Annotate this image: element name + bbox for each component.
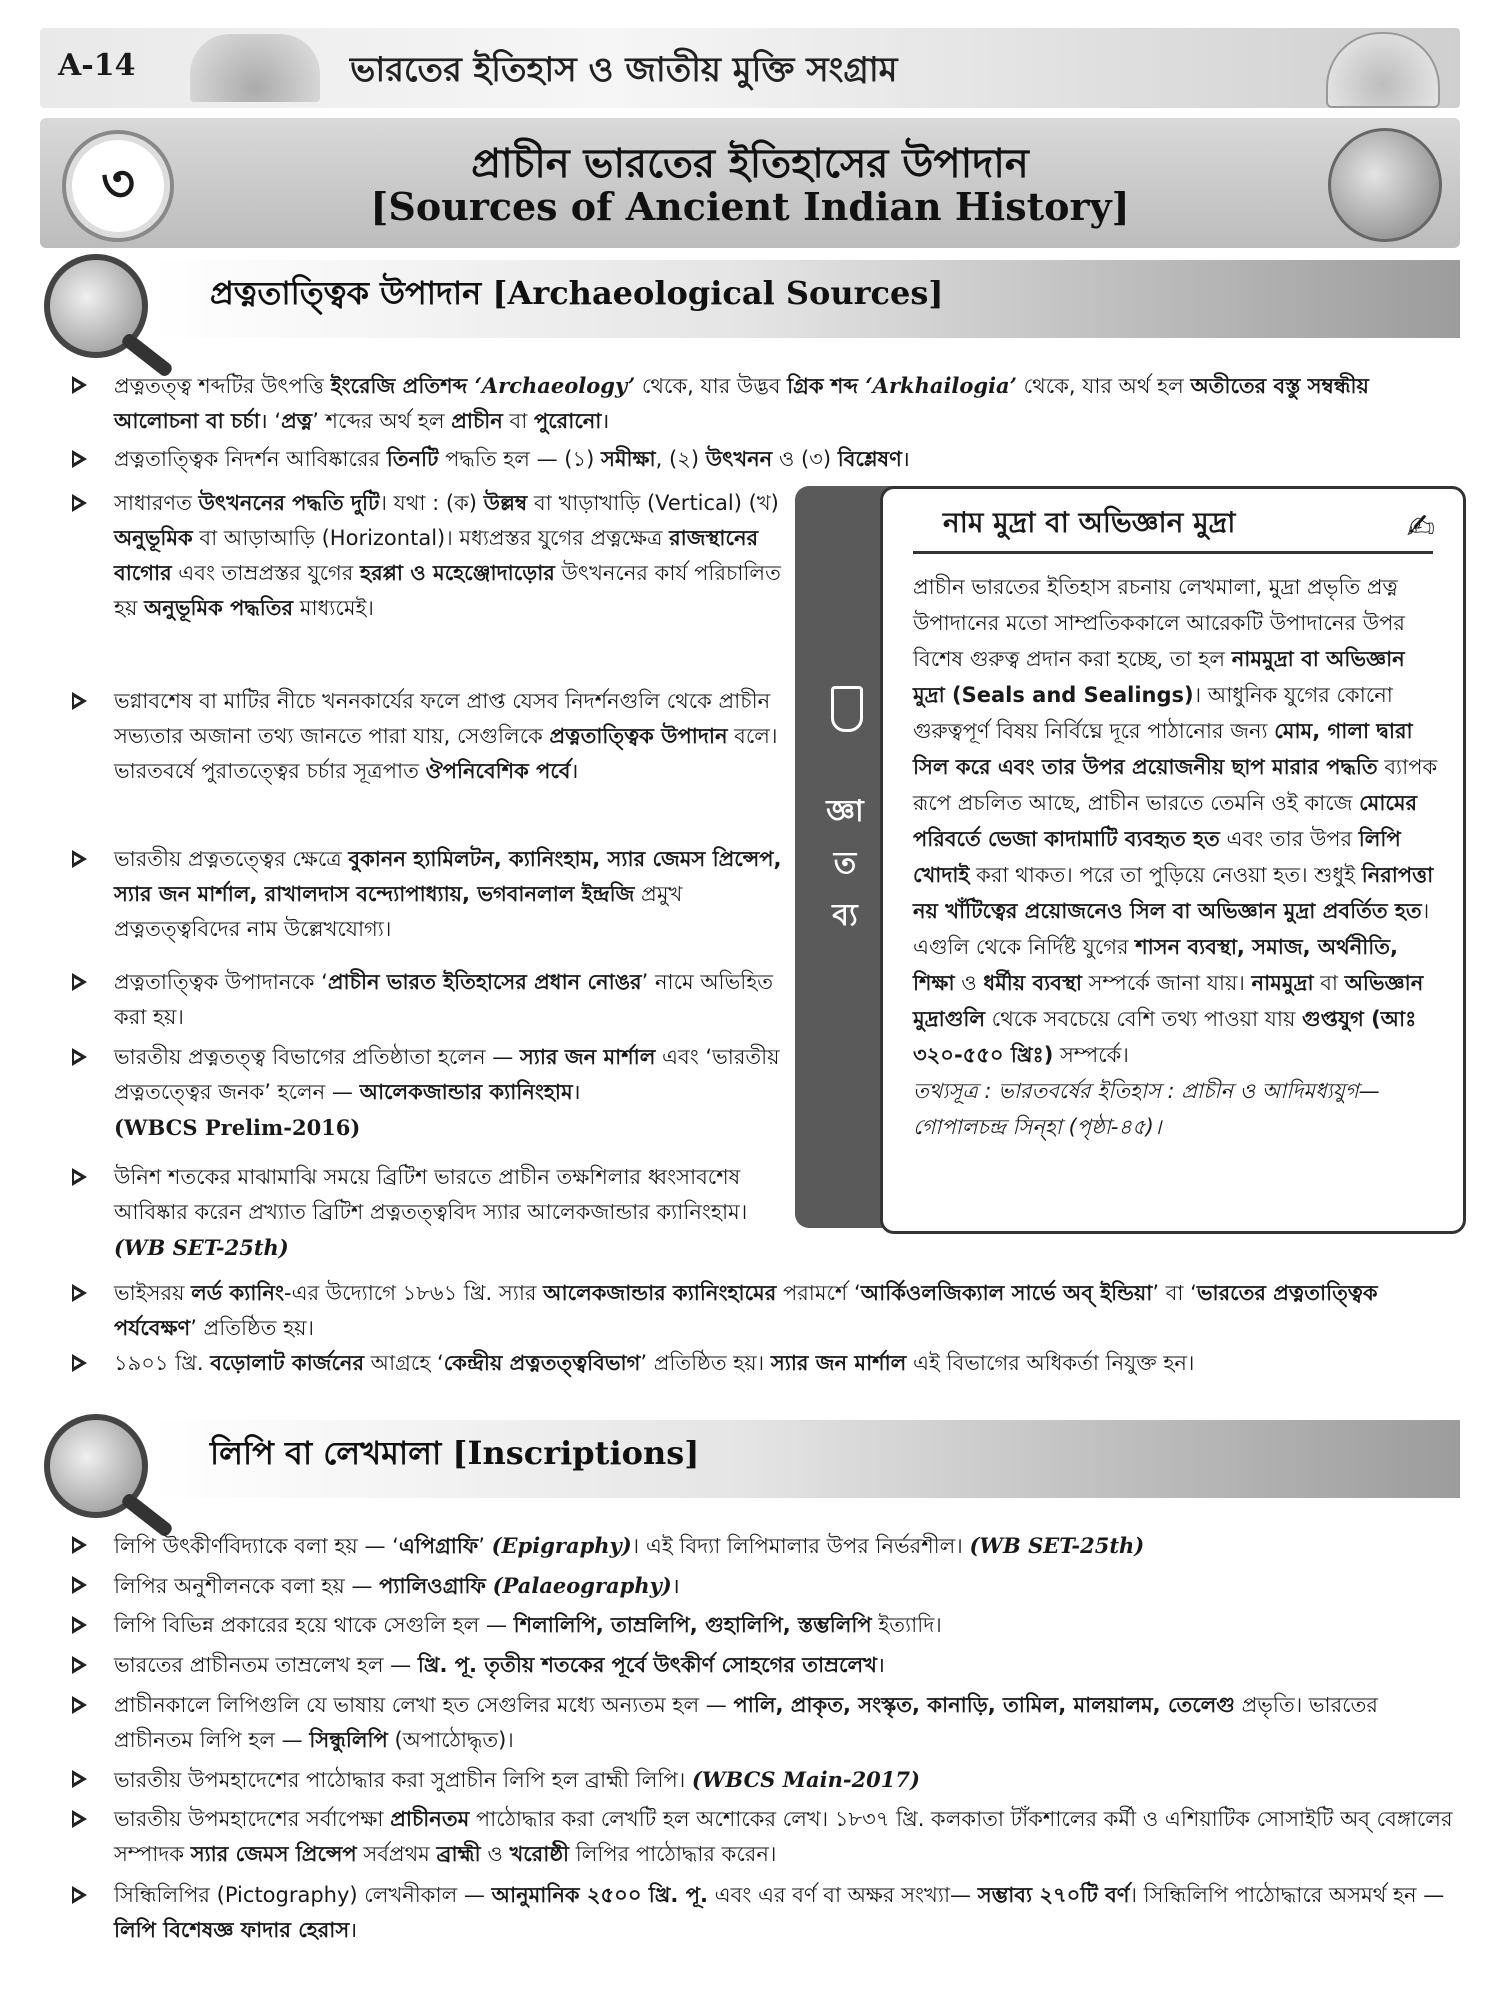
section-title-archaeological <box>210 268 944 322</box>
emphasis-text: ঔপনিবেশিক পর্বে <box>425 759 571 783</box>
emphasis-text: প্রত্ন <box>281 409 313 433</box>
monument-illustration-icon <box>1326 32 1440 108</box>
bullet-arrow-icon <box>72 692 87 710</box>
emphasis-text: সিন্ধুলিপি <box>309 1728 388 1752</box>
note-tab-char: ত <box>833 846 857 881</box>
note-tab-char: ব্য <box>832 898 858 933</box>
emphasis-text: উল্লম্ব <box>483 491 528 515</box>
emphasis-text: ইংরেজি প্রতিশব্দ <box>330 374 475 398</box>
emphasis-text: সমীক্ষা <box>601 447 656 471</box>
emphasis-text: খ্রি. পূ. তৃতীয় শতকের পূর্বে উৎকীর্ণ সোহগের তাম্রলেখ <box>417 1653 877 1677</box>
emphasis-text: আর্কিওলজিক্যাল সার্ভে অব্ ইন্ডিয়া <box>860 1281 1153 1305</box>
emphasis-text: স্যার জেমস প্রিন্সেপ <box>190 1842 357 1866</box>
quill-icon: ✍ <box>1406 507 1435 547</box>
emphasis-text: পালি, প্রাকৃত, সংস্কৃত, কানাড়ি, তামিল, মালয়ালম, তেলেগু <box>733 1693 1235 1717</box>
emphasis-text: প্যালিওগ্রাফি <box>379 1574 486 1598</box>
emphasis-text: বড়োলাট কার্জনের <box>210 1351 364 1375</box>
emphasis-text: (Epigraphy) <box>491 1533 632 1558</box>
emphasis-text: অতীতের বস্তু সম্বন্ধীয় আলোচনা বা চর্চা <box>114 374 1369 433</box>
emphasis-text: খরোষ্ঠী <box>509 1842 570 1866</box>
emphasis-text: সম্ভাব্য ২৭০টি বর্ণ <box>977 1883 1130 1907</box>
emphasis-text: পুরোনো <box>533 409 602 433</box>
emphasis-text: নামমুদ্রা <box>1251 971 1314 995</box>
section-title-inscriptions <box>210 1428 699 1482</box>
list-item-text: সাধারণত উৎখননের পদ্ধতি দুটি। যথা : (ক) উল্লম্ব বা খাড়াখাড়ি (Vertical) (খ) অনুভূমিক বা আড়াআড়ি (Horizontal)। মধ্যপ্রস্তর যুগের প্রত্নক্ষেত্র রাজস্থানের বাগোর এবং তাম্রপ্রস্তর যুগের হরপ্পা ও মহেঞ্জোদাড়োর উৎখননের কার্য পরিচালিত হয় অনুভূমিক পদ্ধতির মাধ্যমেই। <box>114 491 781 620</box>
emphasis-text: (WB SET-25th) <box>969 1533 1145 1558</box>
bullet-arrow-icon <box>72 1284 87 1302</box>
emphasis-text: প্রত্নতাত্ত্বিক উপাদান <box>549 724 728 748</box>
emphasis-text: হরপ্পা ও মহেঞ্জোদাড়োর <box>360 561 555 585</box>
running-header <box>40 28 1460 108</box>
emphasis-text: বুকানন হ্যামিলটন, ক্যানিংহাম, স্যার জেমস প্রিন্সেপ, স্যার জন মার্শাল, রাখালদাস বন্দ্যোপাধ্যায়, ভগবানলাল ইন্দ্রজি <box>114 847 782 906</box>
emphasis-text: রাজস্থানের বাগোর <box>114 526 759 585</box>
bullet-arrow-icon <box>72 376 87 394</box>
bullet-arrow-icon <box>72 1656 87 1674</box>
list-item-text: ভগ্নাবশেষ বা মাটির নীচে খননকার্যের ফলে প্রাপ্ত যেসব নিদর্শনগুলি থেকে প্রাচীন সভ্যতার অজানা তথ্য জানতে পারা যায়, সেগুলিকে প্রত্নতাত্ত্বিক উপাদান বলে। ভারতবর্ষে পুরাতত্ত্বের চর্চার সূত্রপাত ঔপনিবেশিক পর্বে। <box>114 689 778 783</box>
emphasis-text: (WBCS Prelim-2016) <box>114 1115 361 1140</box>
emphasis-text: অনুভূমিক পদ্ধতির <box>144 596 294 620</box>
bullet-arrow-icon <box>72 1168 87 1186</box>
list-item-text: ভারতীয় প্রত্নতত্ত্ব বিভাগের প্রতিষ্ঠাতা হলেন — স্যার জন মার্শাল এবং ‘ভারতীয় প্রত্নতত্ত্বের জনক’ হলেন — আলেকজান্ডার ক্যানিংহাম। (WBCS Prelim-2016) <box>114 1045 780 1140</box>
emphasis-text: স্যার জন মার্শাল <box>770 1351 907 1375</box>
list-item-text: ভারতীয় উপমহাদেশের পাঠোদ্ধার করা সুপ্রাচীন লিপি হল ব্রাহ্মী লিপি। (WBCS Main-2017) <box>114 1767 920 1792</box>
emphasis-text: এপিগ্রাফি <box>398 1534 479 1558</box>
emphasis-text: শাসন ব্যবস্থা, সমাজ, অর্থনীতি, শিক্ষা <box>913 935 1398 995</box>
list-item-text: ভারতীয় প্রত্নতত্ত্বের ক্ষেত্রে বুকানন হ্যামিলটন, ক্যানিংহাম, স্যার জেমস প্রিন্সেপ, স্যার জন মার্শাল, রাখালদাস বন্দ্যোপাধ্যায়, ভগবানলাল ইন্দ্রজি প্রমুখ প্রত্নতত্ত্ববিদের নাম উল্লেখযোগ্য। <box>114 847 782 941</box>
emphasis-text: (WB SET-25th) <box>114 1235 289 1260</box>
emphasis-text: আলেকজান্ডার ক্যানিংহামের <box>543 1281 777 1305</box>
list-item-text: উনিশ শতকের মাঝামাঝি সময়ে ব্রিটিশ ভারতে প্রাচীন তক্ষশিলার ধ্বংসাবশেষ আবিষ্কার করেন প্রখ্যাত ব্রিটিশ প্রত্নতত্ত্ববিদ স্যার আলেকজান্ডার ক্যানিংহাম। (WB SET-25th) <box>114 1165 748 1260</box>
list-item-text: প্রত্নতাত্ত্বিক নিদর্শন আবিষ্কারের তিনটি পদ্ধতি হল — (১) সমীক্ষা, (২) উৎখনন ও (৩) বিশ্লেষণ। <box>114 447 910 471</box>
list-item-text: ভাইসরয় লর্ড ক্যানিং-এর উদ্যোগে ১৮৬১ খ্রি. স্যার আলেকজান্ডার ক্যানিংহামের পরামর্শে ‘আর্কিওলজিক্যাল সার্ভে অব্ ইন্ডিয়া’ বা ‘ভারতের প্রত্নতাত্ত্বিক পর্যবেক্ষণ’ প্রতিষ্ঠিত হয়। <box>114 1281 1378 1340</box>
bullet-arrow-icon <box>72 1576 87 1594</box>
emphasis-text: কেন্দ্রীয় প্রত্নতত্ত্ববিভাগ <box>443 1351 641 1375</box>
emphasis-text: লর্ড ক্যানিং <box>191 1281 285 1305</box>
pen-icon <box>831 686 863 732</box>
emphasis-text: প্রাচীনতম <box>390 1807 470 1831</box>
emphasis-text: ধর্মীয় ব্যবস্থা <box>983 971 1082 995</box>
emphasis-text: ভারতের প্রত্নতাত্ত্বিক পর্যবেক্ষণ <box>114 1281 1378 1340</box>
emphasis-text: স্যার জন মার্শাল <box>519 1045 656 1069</box>
emphasis-text: নিরাপত্তা নয় খাঁটিত্বের প্রয়োজনেও সিল বা অভিজ্ঞান মুদ্রা প্রবর্তিত হত <box>913 863 1434 923</box>
list-item-text: লিপি উৎকীর্ণবিদ্যাকে বলা হয় — ‘এপিগ্রাফি’ (Epigraphy)। এই বিদ্যা লিপিমালার উপর নির্ভরশীল। (WB SET-25th) <box>114 1533 1145 1558</box>
section-title-bengali: লিপি বা লেখমালা <box>210 1434 442 1472</box>
emphasis-text: বিশ্লেষণ <box>837 447 902 471</box>
emphasis-text: গ্রিক শব্দ <box>787 374 866 398</box>
emphasis-text: (WBCS Main-2017) <box>691 1767 920 1792</box>
emphasis-text: লিপি বিশেষজ্ঞ ফাদার হেরাস <box>114 1918 350 1942</box>
list-item-text: ভারতের প্রাচীনতম তাম্রলেখ হল — খ্রি. পূ. তৃতীয় শতকের পূর্বে উৎকীর্ণ সোহগের তাম্রলেখ। <box>114 1653 885 1677</box>
bullet-arrow-icon <box>72 1616 87 1634</box>
list-item-text: প্রত্নতাত্ত্বিক উপাদানকে ‘প্রাচীন ভারত ইতিহাসের প্রধান নোঙর’ নামে অভিহিত করা হয়। <box>114 970 774 1029</box>
section-title-bengali: প্রত্নতাত্ত্বিক উপাদান <box>210 274 482 312</box>
list-item-text: লিপির অনুশীলনকে বলা হয় — প্যালিওগ্রাফি (Palaeography)। <box>114 1573 680 1598</box>
bullet-arrow-icon <box>72 1536 87 1554</box>
bullet-arrow-icon <box>72 1810 87 1828</box>
emphasis-text: আলেকজান্ডার ক্যানিংহাম <box>359 1080 573 1104</box>
bullet-arrow-icon <box>72 1696 87 1714</box>
emphasis-text: তিনটি <box>386 447 439 471</box>
info-box-source: তথ্যসূত্র : ভারতবর্ষের ইতিহাস : প্রাচীন ও আদিমধ্যযুগ— গোপালচন্দ্র সিন্‌হা (পৃষ্ঠা-৪৫)। <box>913 1079 1380 1139</box>
info-box <box>880 486 1466 1234</box>
emphasis-text: মোম, গালা দ্বারা সিল করে এবং তার উপর প্রয়োজনীয় ছাপ মারার পদ্ধতি <box>913 719 1413 779</box>
note-tab-char: জ্ঞা <box>826 794 864 829</box>
bullet-arrow-icon <box>72 973 87 991</box>
emphasis-text: উৎখনন <box>705 447 773 471</box>
section-title-english: [Archaeological Sources] <box>492 274 944 312</box>
emphasis-text: মোমের পরিবর্তে ভেজা কাদামাটি ব্যবহৃত হত <box>913 791 1418 851</box>
info-box-text: প্রাচীন ভারতের ইতিহাস রচনায় লেখমালা, মুদ্রা প্রভৃতি প্রত্ন উপাদানের মতো সাম্প্রতিককালে আরেকটি উপাদানের উপর বিশেষ গুরুত্ব প্রদান করা হচ্ছে, তা হল নামমুদ্রা বা অভিজ্ঞান মুদ্রা (Seals and Sealings)। আধুনিক যুগের কোনো গুরুত্বপূর্ণ বিষয় নির্বিঘ্নে দূরে পাঠানোর জন্য মোম, গালা দ্বারা সিল করে এবং তার উপর প্রয়োজনীয় ছাপ মারার পদ্ধতি ব্যাপক রূপে প্রচলিত আছে, প্রাচীন ভারতে তেমনি ওই কাজে মোমের পরিবর্তে ভেজা কাদামাটি ব্যবহৃত হত এবং তার উপর লিপি খোদাই করা থাকত। পরে তা পুড়িয়ে নেওয়া হত। শুধুই নিরাপত্তা নয় খাঁটিত্বের প্রয়োজনেও সিল বা অভিজ্ঞান মুদ্রা প্রবর্তিত হত। এগুলি থেকে নির্দিষ্ট যুগের শাসন ব্যবস্থা, সমাজ, অর্থনীতি, শিক্ষা ও ধর্মীয় ব্যবস্থা সম্পর্কে জানা যায়। নামমুদ্রা বা অভিজ্ঞান মুদ্রাগুলি থেকে সবচেয়ে বেশি তথ্য পাওয়া যায় গুপ্তযুগ (আঃ ৩২০-৫৫০ খ্রিঃ) সম্পর্কে। <box>913 575 1438 1067</box>
bullet-arrow-icon <box>72 450 87 468</box>
bullet-arrow-icon <box>72 1886 87 1904</box>
emphasis-text: অনুভূমিক <box>114 526 193 550</box>
chapter-title-english: [Sources of Ancient Indian History] <box>370 184 1130 229</box>
list-item-text: প্রত্নতত্ত্ব শব্দটির উৎপত্তি ইংরেজি প্রতিশব্দ ‘Archaeology’ থেকে, যার উদ্ভব গ্রিক শব্দ ‘Arkhailogia’ থেকে, যার অর্থ হল অতীতের বস্তু সম্বন্ধীয় আলোচনা বা চর্চা। ‘প্রত্ন’ শব্দের অর্থ হল প্রাচীন বা পুরোনো। <box>114 373 1369 433</box>
emphasis-text: নামমুদ্রা বা অভিজ্ঞান মুদ্রা (Seals and Sealings) <box>913 647 1405 707</box>
emphasis-text: ‘Arkhailogia’ <box>865 373 1017 398</box>
emphasis-text: ব্রাহ্মী <box>436 1842 481 1866</box>
chapter-title-bengali: প্রাচীন ভারতের ইতিহাসের উপাদান <box>471 141 1029 187</box>
emphasis-text: প্রাচীন <box>451 409 503 433</box>
ancient-seal-illustration-icon <box>1328 128 1442 242</box>
bullet-arrow-icon <box>72 1354 87 1372</box>
emphasis-text: গুপ্তযুগ (আঃ ৩২০-৫৫০ খ্রিঃ) <box>913 1007 1417 1067</box>
list-item-text: লিপি বিভিন্ন প্রকারের হয়ে থাকে সেগুলি হল — শিলালিপি, তাম্রলিপি, গুহালিপি, স্তম্ভলিপি ইত্যাদি। <box>114 1613 942 1637</box>
emphasis-text: অভিজ্ঞান মুদ্রাগুলি <box>913 971 1424 1031</box>
emphasis-text: শিলালিপি, তাম্রলিপি, গুহালিপি, স্তম্ভলিপি <box>513 1613 872 1637</box>
info-box-body <box>913 569 1441 1145</box>
list-item-text: প্রাচীনকালে লিপিগুলি যে ভাষায় লেখা হত সেগুলির মধ্যে অন্যতম হল — পালি, প্রাকৃত, সংস্কৃত, কানাড়ি, তামিল, মালয়ালম, তেলেগু প্রভৃতি। ভারতের প্রাচীনতম লিপি হল — সিন্ধুলিপি (অপাঠোদ্ধৃত)। <box>114 1693 1378 1752</box>
bullet-arrow-icon <box>72 850 87 868</box>
emphasis-text: (Palaeography) <box>492 1573 672 1598</box>
bullet-arrow-icon <box>72 1770 87 1788</box>
book-title: ভারতের ইতিহাস ও জাতীয় মুক্তি সংগ্রাম <box>350 50 898 90</box>
emphasis-text: প্রাচীন ভারত ইতিহাসের প্রধান নোঙর <box>327 970 642 994</box>
crowd-illustration-icon <box>190 34 320 102</box>
emphasis-text: লিপি খোদাই <box>913 827 1401 887</box>
list-item-text: ভারতীয় উপমহাদেশের সর্বাপেক্ষা প্রাচীনতম পাঠোদ্ধার করা লেখটি হল অশোকের লেখ। ১৮৩৭ খ্রি. কলকাতা টাঁকশালের কর্মী ও এশিয়াটিক সোসাইটি অব্ বেঙ্গালের সম্পাদক স্যার জেমস প্রিন্সেপ সর্বপ্রথম ব্রাহ্মী ও খরোষ্ঠী লিপির পাঠোদ্ধার করেন। <box>114 1807 1453 1866</box>
info-box-divider <box>913 551 1433 554</box>
page-number: A-14 <box>58 48 136 83</box>
emphasis-text: আনুমানিক ২৫০০ খ্রি. পূ. <box>491 1883 708 1907</box>
chapter-number: ৩ <box>62 130 174 242</box>
list-item-text: ১৯০১ খ্রি. বড়োলাট কার্জনের আগ্রহে ‘কেন্দ্রীয় প্রত্নতত্ত্ববিভাগ’ প্রতিষ্ঠিত হয়। স্যার জন মার্শাল এই বিভাগের অধিকর্তা নিযুক্ত হন। <box>114 1351 1195 1375</box>
chapter-heading <box>40 118 1460 248</box>
list-item-text: সিন্ধিলিপির (Pictography) লেখনীকাল — আনুমানিক ২৫০০ খ্রি. পূ. এবং এর বর্ণ বা অক্ষর সংখ্যা— সম্ভাব্য ২৭০টি বর্ণ। সিন্ধিলিপি পাঠোদ্ধারে অসমর্থ হন — লিপি বিশেষজ্ঞ ফাদার হেরাস। <box>114 1883 1445 1942</box>
emphasis-text: উৎখননের পদ্ধতি দুটি <box>198 491 380 515</box>
bullet-arrow-icon <box>72 494 87 512</box>
section-title-english: [Inscriptions] <box>452 1434 700 1472</box>
info-box-heading: নাম মুদ্রা বা অভিজ্ঞান মুদ্রা <box>943 506 1236 539</box>
bullet-arrow-icon <box>72 1048 87 1066</box>
emphasis-text: ‘Archaeology’ <box>474 373 636 398</box>
